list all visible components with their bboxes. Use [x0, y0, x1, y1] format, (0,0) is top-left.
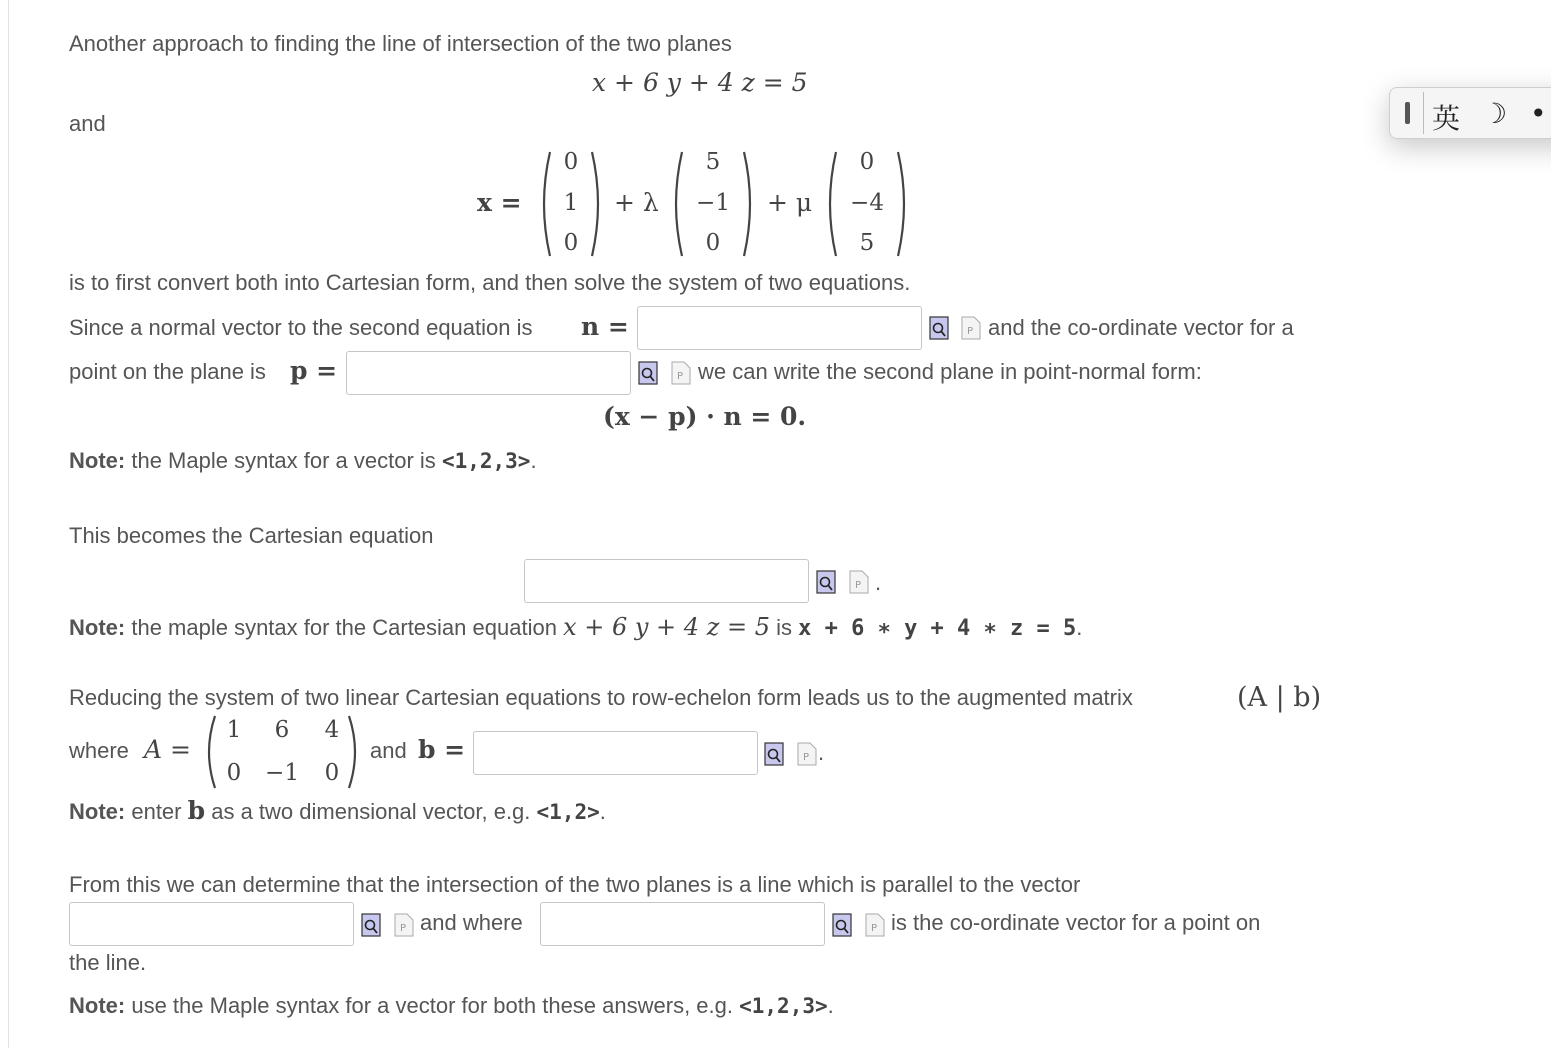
- note-end: .: [530, 448, 537, 473]
- matrix-entry: 0: [226, 760, 242, 786]
- x-label: x =: [477, 188, 522, 217]
- where-text: where: [69, 738, 129, 763]
- matrix-entry: 6: [274, 717, 290, 743]
- svg-text:P: P: [677, 371, 684, 382]
- matrix-A: [219, 712, 349, 792]
- v2-entry: 0: [859, 149, 875, 175]
- line-text: From this we can determine that the intersection of the two planes is a line which is parallel to the vector: [69, 872, 1081, 897]
- point-vector-input[interactable]: [346, 351, 631, 395]
- matrix-entry: 0: [324, 760, 340, 786]
- v0-entry: 1: [563, 190, 579, 216]
- syntax-help-icon[interactable]: [394, 913, 414, 937]
- preview-icon[interactable]: [764, 742, 784, 766]
- v1-entry: −1: [696, 190, 730, 216]
- lambda-term: + λ: [614, 188, 659, 217]
- note-text: use the Maple syntax for a vector for both these answers, e.g.: [131, 993, 733, 1018]
- v1-entry: 5: [705, 149, 721, 175]
- and-where-text: and where: [420, 910, 523, 935]
- svg-text:P: P: [855, 580, 862, 591]
- preview-icon[interactable]: [361, 913, 381, 937]
- v0-entry: 0: [563, 230, 579, 256]
- point-normal-equation: (x − p) · n = 0.: [603, 402, 807, 431]
- b-dot: .: [818, 740, 825, 765]
- toolbar-divider: [1423, 92, 1424, 134]
- b-symbol: b =: [418, 735, 466, 764]
- v1-entry: 0: [705, 230, 721, 256]
- v2-entry: 5: [859, 230, 875, 256]
- normal-post-text: and the co-ordinate vector for a: [988, 315, 1294, 340]
- preview-icon[interactable]: [638, 361, 658, 385]
- line-point-input[interactable]: [540, 902, 825, 946]
- ime-toolbar[interactable]: [1389, 87, 1551, 139]
- and-b-text: and: [370, 738, 407, 763]
- syntax-help-icon[interactable]: [797, 742, 817, 766]
- preview-icon[interactable]: [816, 570, 836, 594]
- note-is: is: [776, 615, 792, 640]
- syntax-help-icon[interactable]: [865, 913, 885, 937]
- drag-handle-icon[interactable]: [1405, 102, 1410, 124]
- b-vector-input[interactable]: [473, 731, 758, 775]
- note-label: Note:: [69, 993, 126, 1018]
- note-equation: x + 6 y + 4 z = 5: [563, 613, 770, 641]
- syntax-help-icon[interactable]: [961, 316, 981, 340]
- note-end: .: [599, 799, 606, 824]
- vector-v1: [683, 148, 743, 260]
- and-text: and: [69, 111, 106, 136]
- matrix-entry: 4: [324, 717, 340, 743]
- normal-vector-input[interactable]: [637, 306, 922, 350]
- note-text: as a two dimensional vector, e.g.: [211, 799, 531, 824]
- note-both-answers: [69, 995, 834, 1017]
- note-text: the Maple syntax for a vector is: [131, 448, 436, 473]
- point-text: point on the plane is: [69, 359, 266, 384]
- note-label: Note:: [69, 799, 126, 824]
- note-b-vector: [69, 798, 606, 823]
- note-code: <1,2>: [536, 800, 600, 824]
- syntax-help-icon[interactable]: [671, 361, 691, 385]
- p-symbol: p =: [290, 356, 338, 385]
- intro-text: Another approach to finding the line of intersection of the two planes: [69, 31, 732, 56]
- note-b-symbol: b: [187, 796, 206, 825]
- punctuation-icon[interactable]: •: [1530, 97, 1547, 130]
- direction-vector-input[interactable]: [69, 902, 354, 946]
- augmented-matrix-label: (A | b): [1237, 682, 1322, 713]
- moon-icon[interactable]: ☽: [1482, 97, 1508, 130]
- svg-text:P: P: [871, 923, 878, 934]
- normal-text: Since a normal vector to the second equation is: [69, 315, 533, 340]
- note-end: .: [827, 993, 834, 1018]
- svg-text:P: P: [803, 752, 810, 763]
- preview-icon[interactable]: [832, 913, 852, 937]
- left-border: [8, 0, 9, 1048]
- preview-icon[interactable]: [929, 316, 949, 340]
- line-post-text: is the co-ordinate vector for a point on: [891, 910, 1261, 935]
- note-text: the maple syntax for the Cartesian equation: [131, 615, 557, 640]
- cartesian-equation-input[interactable]: [524, 559, 809, 603]
- cartesian-text: This becomes the Cartesian equation: [69, 523, 434, 548]
- n-symbol: n =: [581, 312, 629, 341]
- matrix-entry: −1: [265, 760, 299, 786]
- note-label: Note:: [69, 448, 126, 473]
- A-symbol: A =: [144, 735, 191, 764]
- convert-text: is to first convert both into Cartesian form, and then solve the system of two equations.: [69, 270, 911, 295]
- v2-entry: −4: [850, 190, 884, 216]
- v0-entry: 0: [563, 149, 579, 175]
- cartesian-dot: .: [875, 570, 882, 595]
- plane-equation: x + 6 y + 4 z = 5: [592, 68, 808, 97]
- svg-text:P: P: [967, 326, 974, 337]
- reduce-text: Reducing the system of two linear Cartesian equations to row-echelon form leads us to the augmented matrix: [69, 685, 1133, 710]
- line-post-text-2: the line.: [69, 950, 147, 975]
- matrix-entry: 1: [226, 717, 242, 743]
- note-code: <1,2,3>: [441, 449, 531, 473]
- mu-term: + μ: [767, 188, 813, 217]
- note-code: x + 6 ∗ y + 4 ∗ z = 5: [798, 616, 1077, 641]
- note-text: enter: [131, 799, 182, 824]
- syntax-help-icon[interactable]: [849, 570, 869, 594]
- note-code: <1,2,3>: [739, 994, 828, 1018]
- vector-v2: [837, 148, 897, 260]
- svg-text:P: P: [400, 923, 407, 934]
- note-vector-syntax: [69, 450, 537, 472]
- note-label: Note:: [69, 615, 126, 640]
- note-end: .: [1076, 615, 1083, 640]
- point-normal-text: we can write the second plane in point-normal form:: [698, 359, 1202, 384]
- vector-v0: [551, 148, 591, 260]
- note-cartesian-syntax: [69, 615, 1082, 640]
- language-toggle[interactable]: 英: [1432, 102, 1461, 135]
